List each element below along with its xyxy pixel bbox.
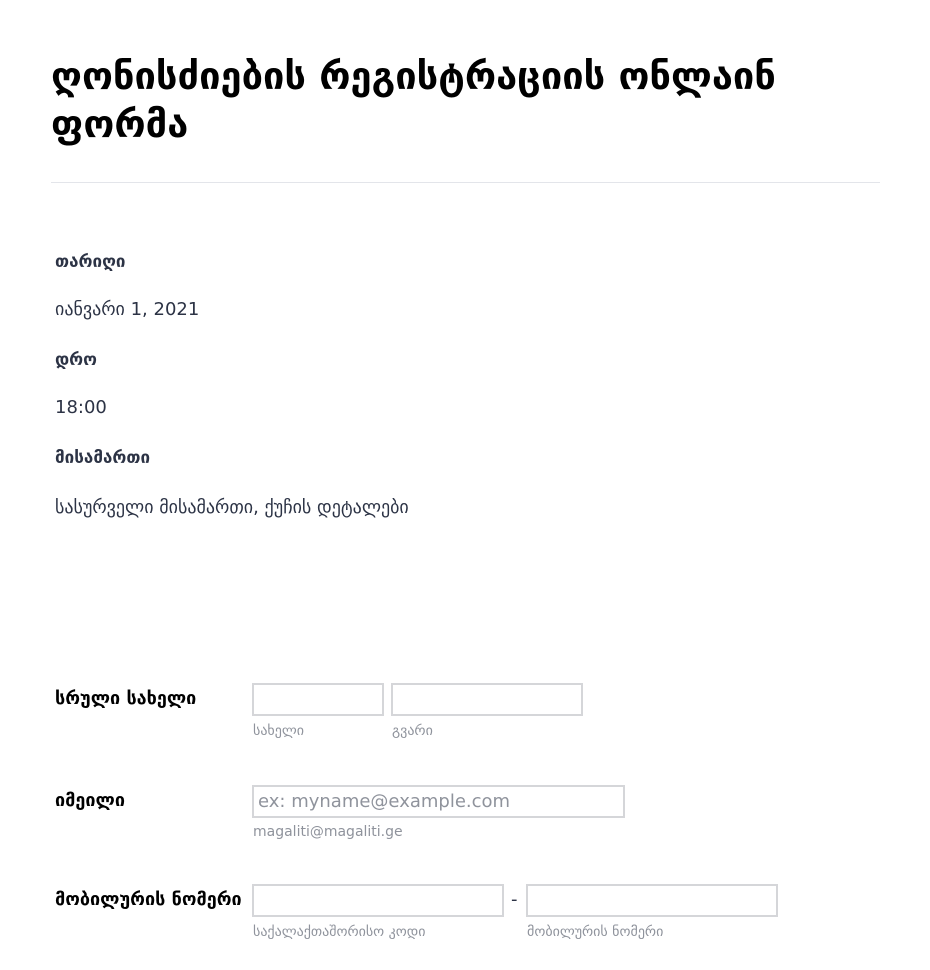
- date-label: თარიღი: [55, 252, 126, 272]
- email-label: იმეილი: [55, 790, 125, 811]
- time-value: 18:00: [55, 397, 107, 418]
- phone-number-sublabel: მობილურის ნომერი: [527, 924, 664, 940]
- address-label: მისამართი: [55, 448, 151, 468]
- first-name-input[interactable]: [252, 683, 384, 716]
- title-divider: [51, 182, 880, 183]
- phone-number-input[interactable]: [526, 884, 778, 917]
- phone-separator: -: [511, 889, 518, 910]
- form-title: ღონისძიების რეგისტრაციის ონლაინ ფორმა: [51, 54, 776, 146]
- last-name-input[interactable]: [391, 683, 583, 716]
- date-value: იანვარი 1, 2021: [55, 299, 200, 320]
- area-code-input[interactable]: [252, 884, 504, 917]
- email-input[interactable]: [252, 785, 625, 818]
- time-label: დრო: [55, 350, 98, 370]
- address-value: სასურველი მისამართი, ქუჩის დეტალები: [55, 497, 409, 518]
- phone-label: მობილურის ნომერი: [55, 889, 242, 910]
- last-name-sublabel: გვარი: [392, 723, 433, 739]
- first-name-sublabel: სახელი: [253, 723, 304, 739]
- email-sublabel: magaliti@magaliti.ge: [253, 824, 403, 840]
- area-code-sublabel: საქალაქთაშორისო კოდი: [253, 924, 426, 940]
- full-name-label: სრული სახელი: [55, 688, 197, 709]
